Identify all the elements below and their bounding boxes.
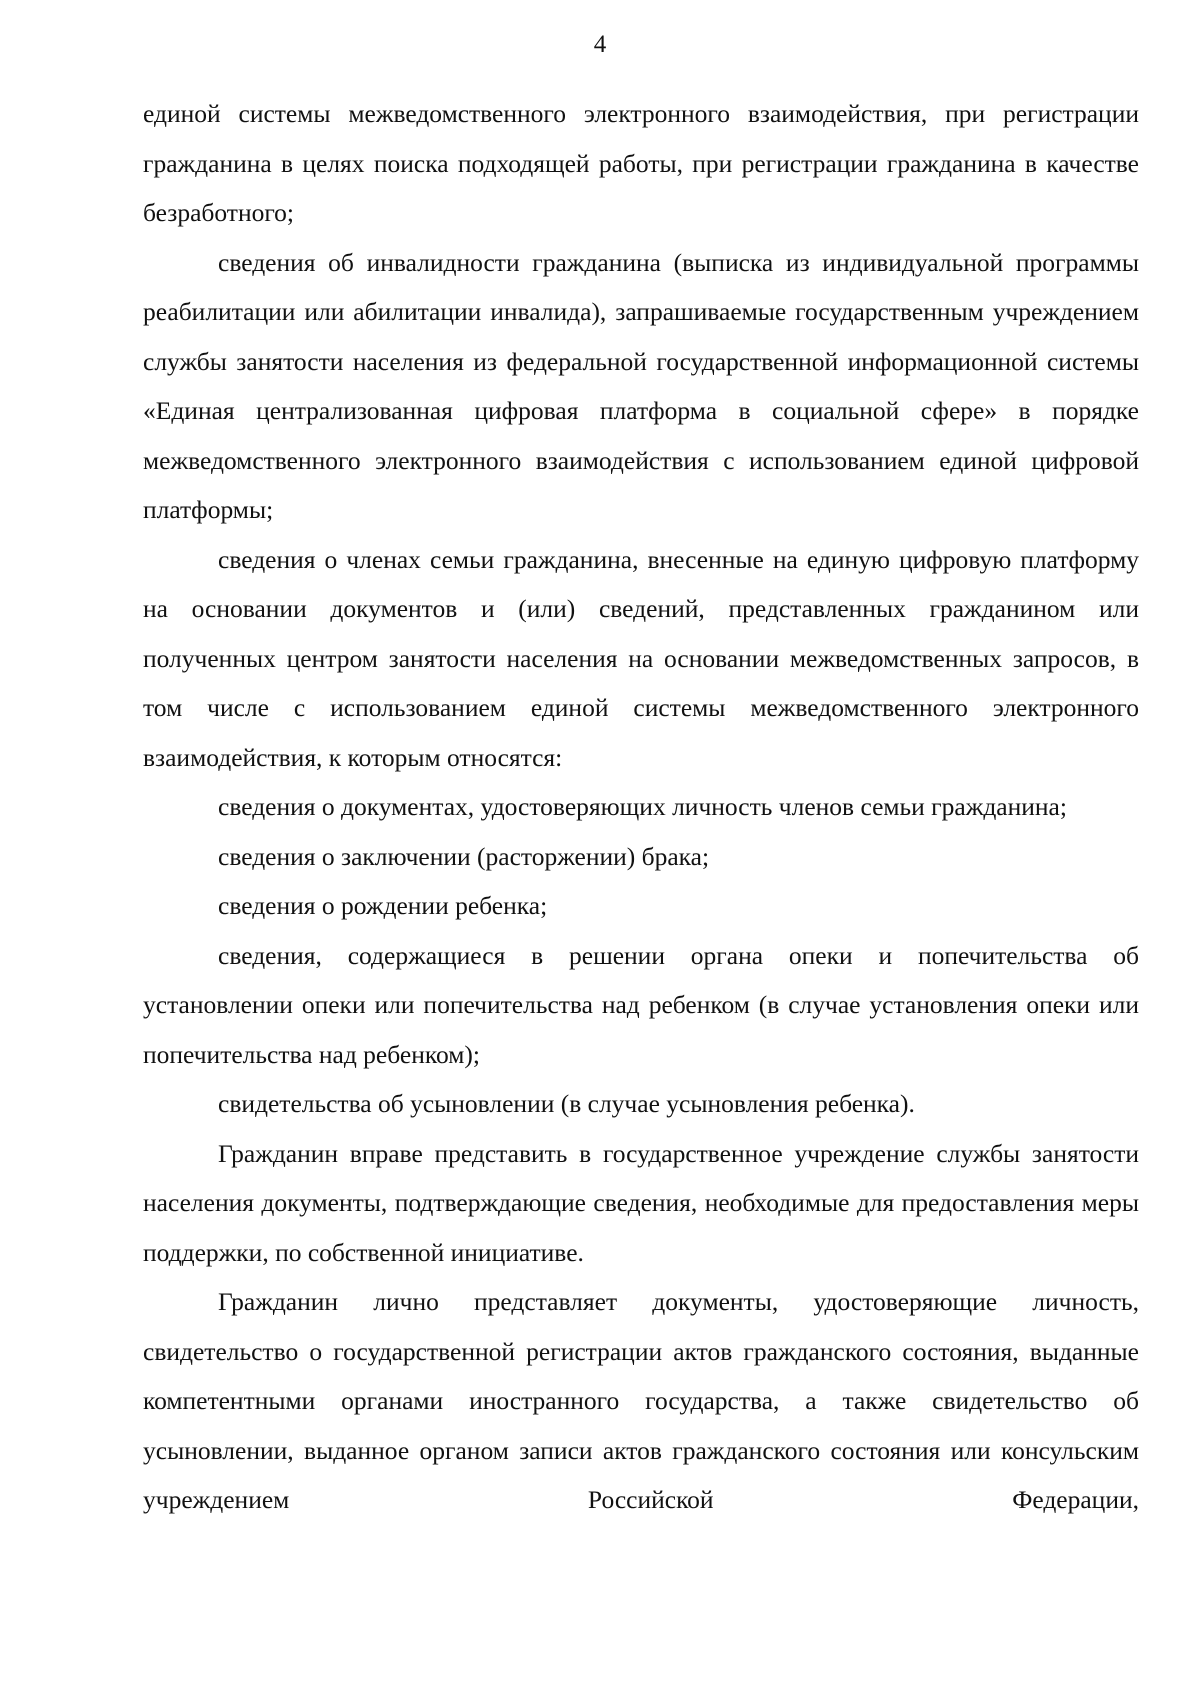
paragraph-2: сведения об инвалидности гражданина (выписка из индивидуальной программы реабилитации или абилитации инвалида), запрашиваемые государственным учреждением службы занятости населения из федеральной государственной информационной системы «Единая централизованная цифровая платформа в социальной сфере» в порядке межведомственного электронного взаимодействия с использованием единой цифровой платформы; — [143, 247, 1139, 524]
paragraph-3: сведения о членах семьи гражданина, внесенные на единую цифровую платформу на основании документов и (или) сведений, представленных гражданином или полученных центром занятости населения на основании межведомственных запросов, в том числе с использованием единой системы межведомственного электронного взаимодействия, к которым относятся: — [143, 544, 1139, 772]
paragraph-6: сведения о рождении ребенка; — [218, 891, 548, 920]
paragraph-9: Гражданин вправе представить в государственное учреждение службы занятости населения документы, подтверждающие сведения, необходимые для предоставления меры поддержки, по собственной инициативе. — [143, 1138, 1139, 1267]
paragraph-10: Гражданин лично представляет документы, удостоверяющие личность, свидетельство о государственной регистрации актов гражданского состояния, выданные компетентными органами иностранного государства, а также свидетельство об усыновлении, выданное органом записи актов гражданского состояния или консульским учреждением Российской Федерации, — [143, 1287, 1139, 1514]
page-number: 4 — [593, 31, 607, 58]
paragraph-8: свидетельства об усыновлении (в случае усыновления ребенка). — [218, 1089, 915, 1118]
paragraph-4: сведения о документах, удостоверяющих личность членов семьи гражданина; — [218, 792, 1067, 821]
paragraph-5: сведения о заключении (расторжении) брака; — [218, 841, 710, 871]
paragraph-7: сведения, содержащиеся в решении органа опеки и попечительства об установлении опеки или попечительства над ребенком (в случае установления опеки или попечительства над ребенком); — [143, 940, 1139, 1069]
paragraph-1: единой системы межведомственного электронного взаимодействия, при регистрации гражданина в целях поиска подходящей работы, при регистрации гражданина в качестве безработного; — [143, 99, 1139, 227]
document-body — [143, 89, 1139, 1525]
